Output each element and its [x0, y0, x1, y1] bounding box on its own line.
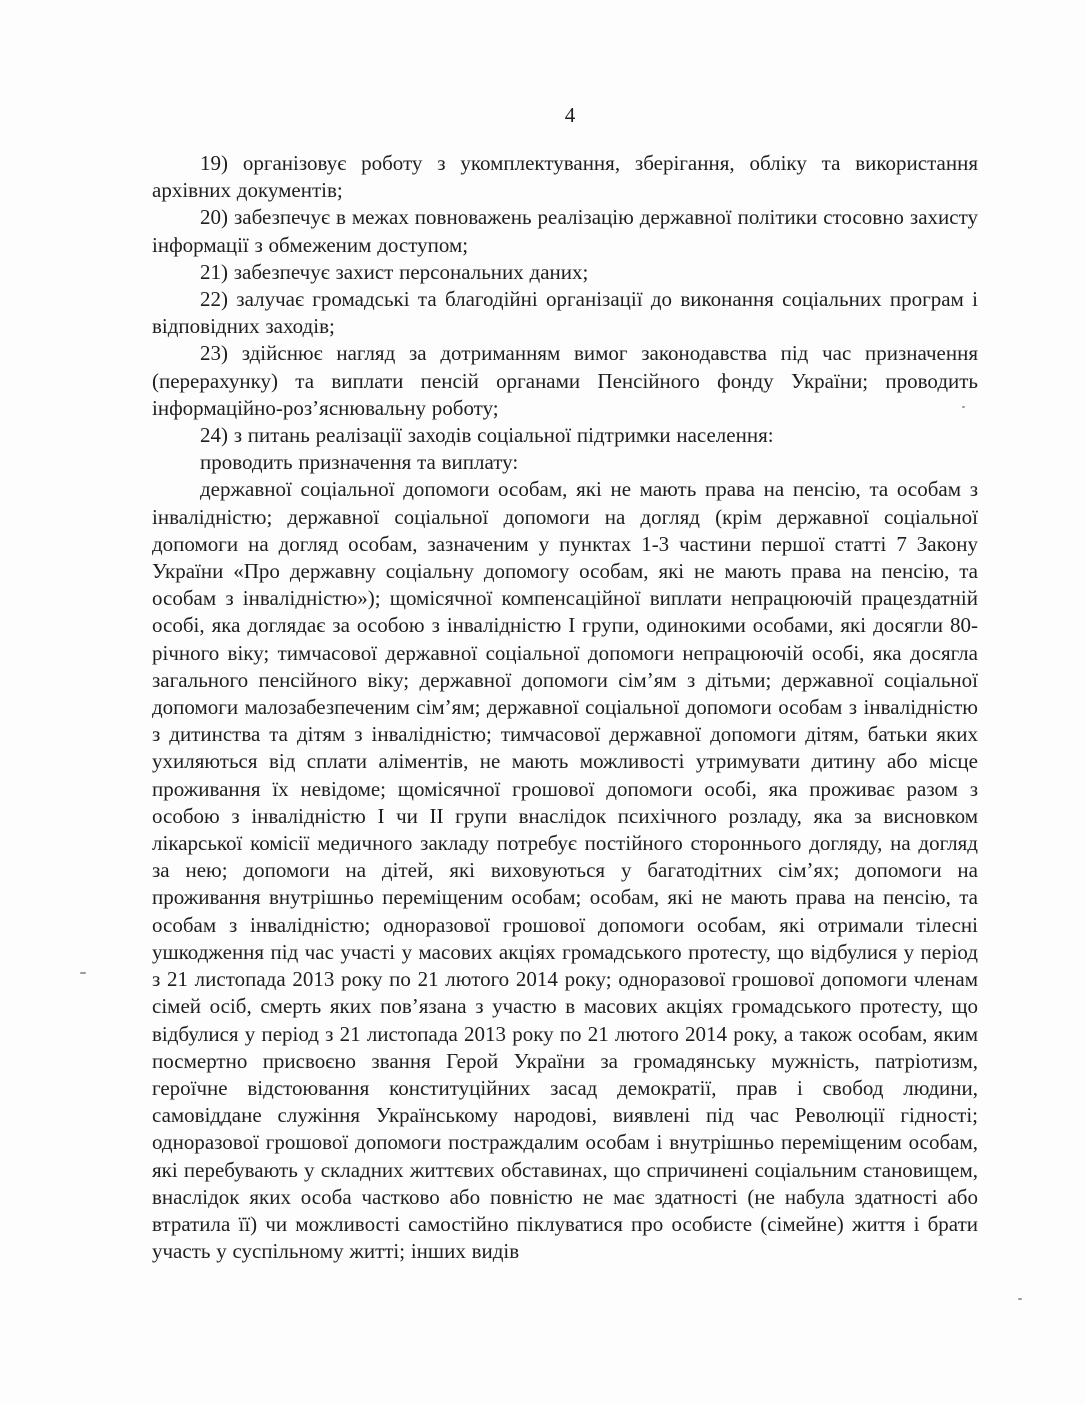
paragraph-item-23: 23) здійснює нагляд за дотриманням вимог законодавства під час призначення (перерахунку) та виплати пенсій органами Пенсійного фонду України; проводить інформаційно-роз’яснювальну роботу;: [152, 341, 978, 420]
scan-speck: [80, 972, 86, 974]
page-number: 4: [564, 103, 576, 127]
paragraph-item-20: 20) забезпечує в межах повноважень реалізацію державної політики стосовно захисту інформації з обмеженим доступом;: [152, 205, 978, 257]
paragraph-item-22: 22) залучає громадські та благодійні організації до виконання соціальних програм і відповідних заходів;: [152, 287, 978, 339]
paragraph-item-19: 19) організовує роботу з укомплектування, зберігання, обліку та використання архівних документів;: [152, 151, 978, 203]
scan-speck: [1018, 1298, 1022, 1300]
paragraph-item-21: 21) забезпечує захист персональних даних;: [200, 259, 589, 284]
scan-speck: [962, 406, 965, 408]
paragraph-subheading: проводить призначення та виплату:: [200, 450, 519, 475]
paragraph-item-24: 24) з питань реалізації заходів соціальної підтримки населення:: [200, 423, 774, 448]
paragraph-assistance-list: державної соціальної допомоги особам, які не мають права на пенсію, та особам з інвалідністю; державної соціальної допомоги на догляд (крім державної соціальної допомоги на догляд особам, зазначеним у пунктах 1-3 частини першої статті 7 Закону України «Про державну соціальну допомогу особам, які не мають права на пенсію, та особам з інвалідністю»); щомісячної компенсаційної виплати непрацюючій працездатній особі, яка доглядає за особою з інвалідністю I групи, одинокими особами, які досягли 80-річного віку; тимчасової державної соціальної допомоги непрацюючій особі, яка досягла загального пенсійного віку; державної допомоги сім’ям з дітьми; державної соціальної допомоги малозабезпеченим сім’ям; державної соціальної допомоги особам з інвалідністю з дитинства та дітям з інвалідністю; тимчасової державної допомоги дітям, батьки яких ухиляються від сплати аліментів, не мають можливості утримувати дитину або місце проживання їх невідоме; щомісячної грошової допомоги особі, яка проживає разом з особою з інвалідністю I чи II групи внаслідок психічного розладу, яка за висновком лікарської комісії медичного закладу потребує постійного стороннього догляду, на догляд за нею; допомоги на дітей, які виховуються у багатодітних сім’ях; допомоги на проживання внутрішньо переміщеним особам; особам, які не мають права на пенсію, та особам з інвалідністю; одноразової грошової допомоги особам, які отримали тілесні ушкодження під час участі у масових акціях громадського протесту, що відбулися у період з 21 листопада 2013 року по 21 лютого 2014 року; одноразової грошової допомоги членам сімей осіб, смерть яких пов’язана з участю в масових акціях громадського протесту, що відбулися у період з 21 листопада 2013 року по 21 лютого 2014 року, а також особам, яким посмертно присвоєно звання Герой України за громадянську мужність, патріотизм, героїчне відстоювання конституційних засад демократії, прав і свобод людини, самовіддане служіння Українському народові, виявлені під час Революції гідності; одноразової грошової допомоги постраждалим особам і внутрішньо переміщеним особам, які перебувають у складних життєвих обставинах, що спричинені соціальним становищем, внаслідок яких особа частково або повністю не має здатності (не набула здатності або втратила її) чи можливості самостійно піклуватися про особисте (сімейне) життя і брати участь у суспільному житті; інших видів: [152, 477, 978, 1264]
document-body: [152, 150, 978, 1265]
